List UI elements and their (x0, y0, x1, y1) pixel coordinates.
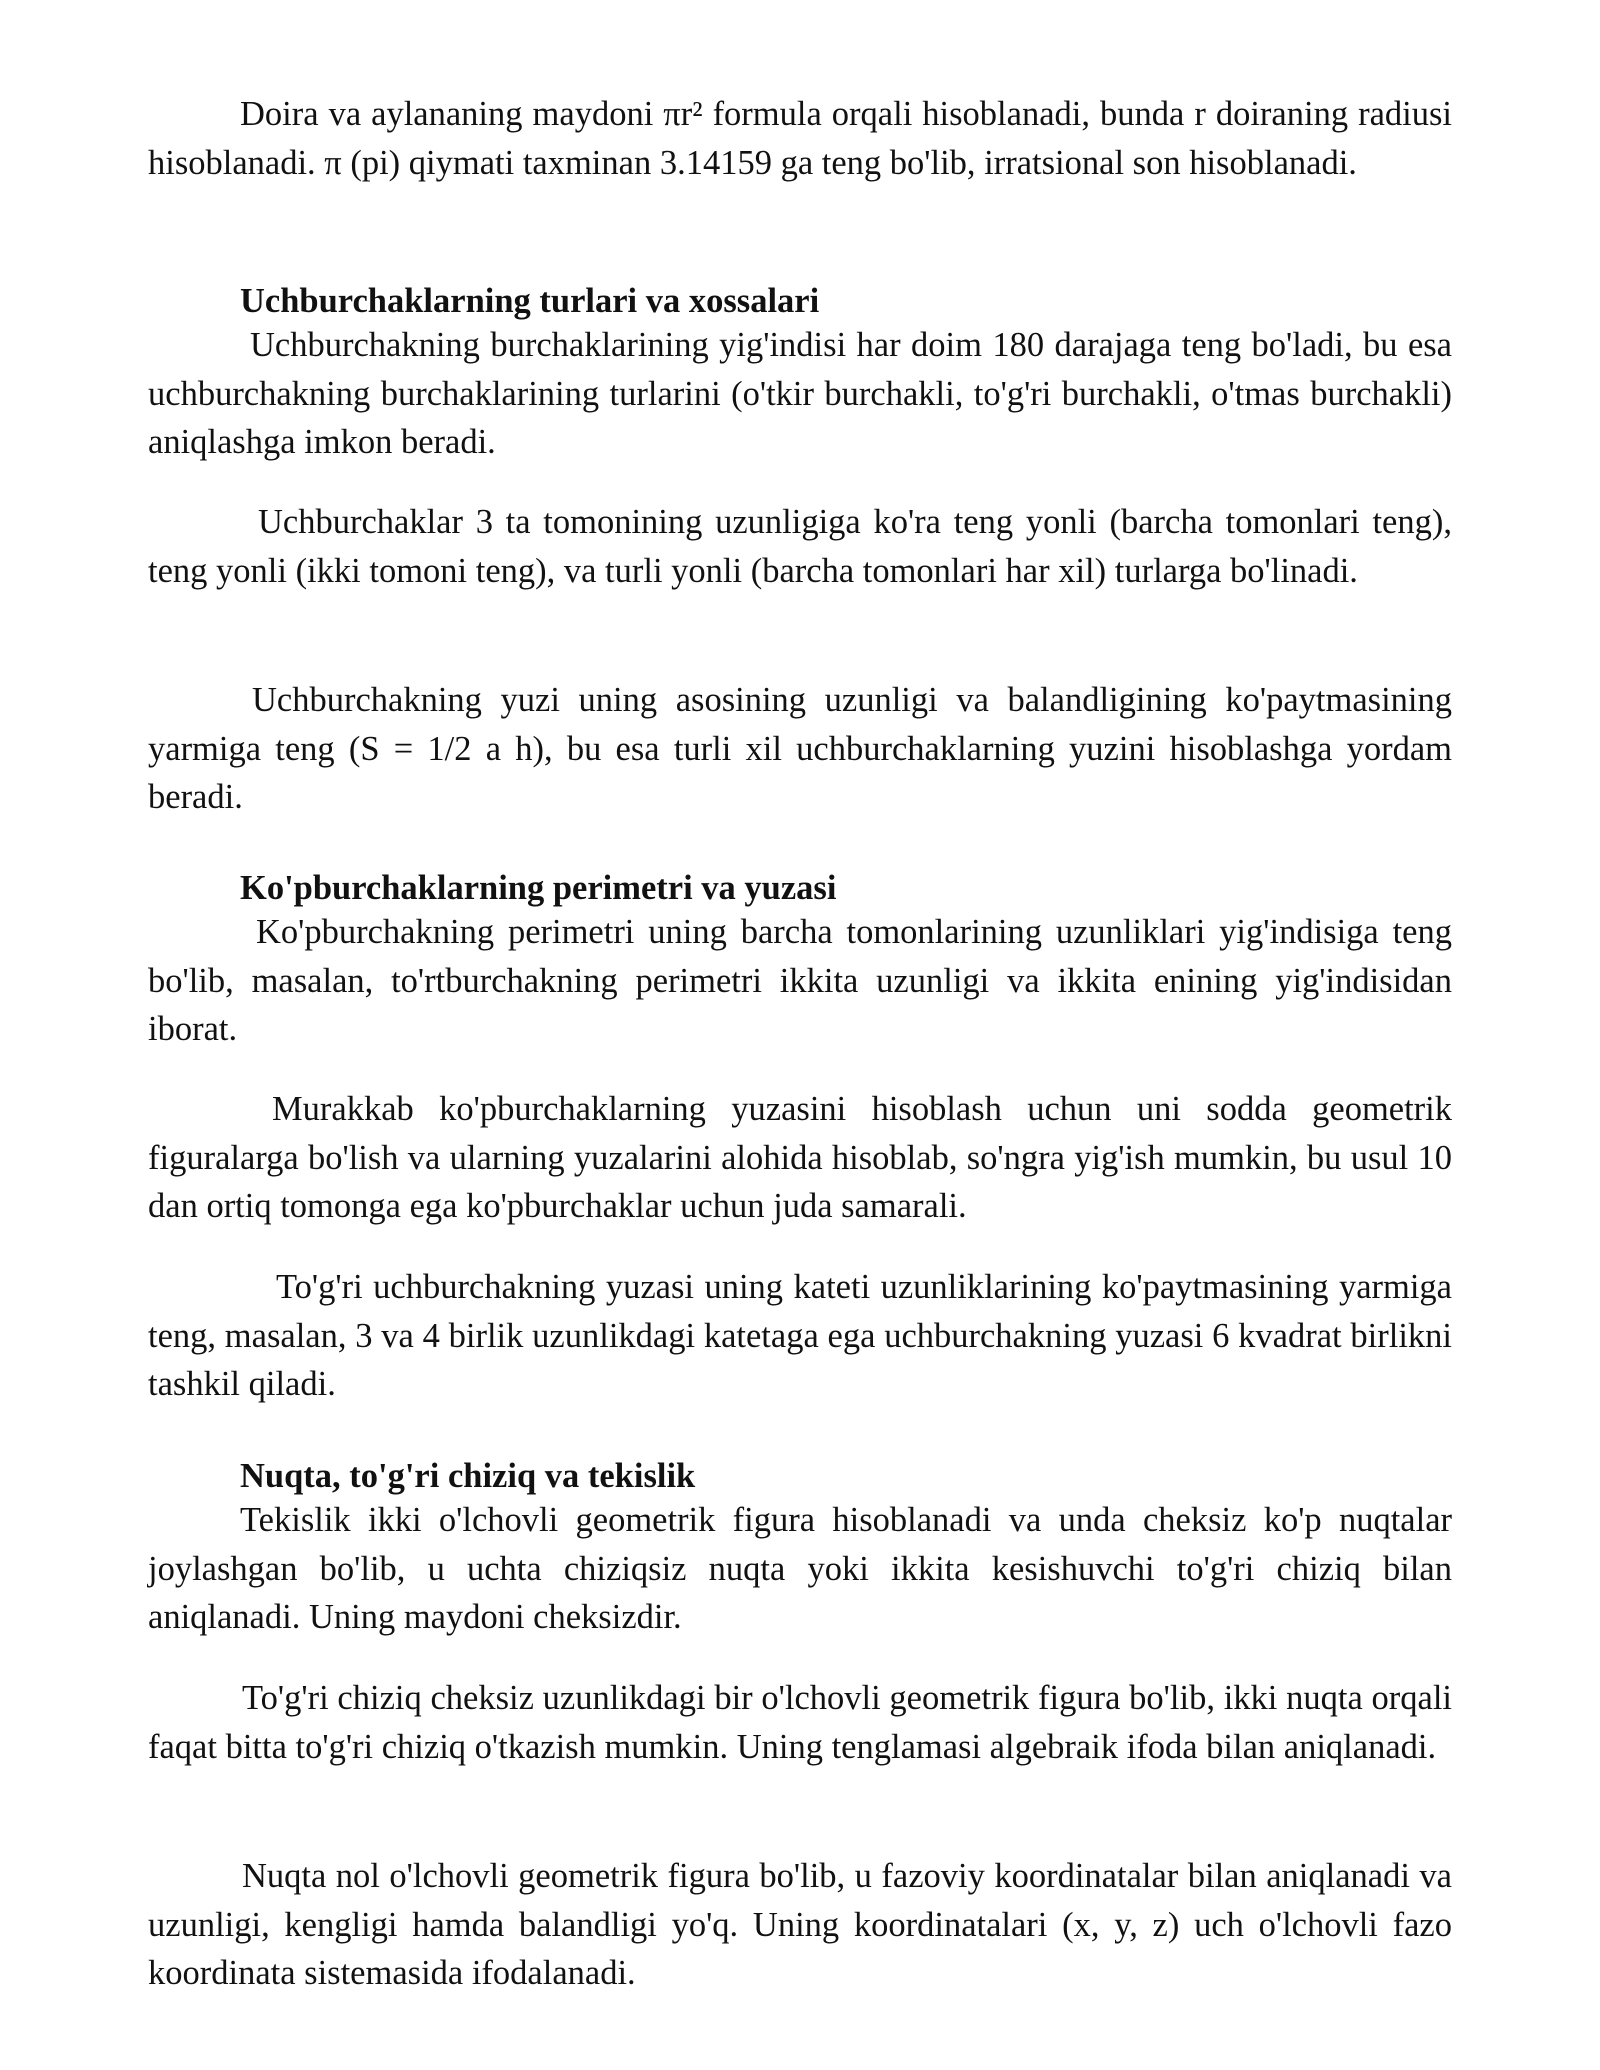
paragraph-plane: Tekislik ikki o'lchovli geometrik figura hisoblanadi va unda cheksiz ko'p nuqtalar joylashgan bo'lib, u uchta chiziqsiz nuqta yoki ikkita kesishuvchi to'g'ri chiziq bilan aniqlanadi. Uning maydoni cheksizdir. (148, 1501, 1452, 1636)
heading-polygon-perimeter: Ko'pburchaklarning perimetri va yuzasi (240, 869, 837, 907)
paragraph-right-triangle: To'g'ri uchburchakning yuzasi uning kateti uzunliklarining ko'paytmasining yarmiga teng, masalan, 3 va 4 birlik uzunlikdagi katetaga ega uchburchakning yuzasi 6 kvadrat birlikni tashkil qiladi. (148, 1268, 1452, 1403)
paragraph-triangle-area: Uchburchakning yuzi uning asosining uzunligi va balandligining ko'paytmasining yarmiga teng (S = 1/2 a h), bu esa turli xil uchburchaklarning yuzini hisoblashga yordam beradi. (148, 681, 1452, 816)
heading-point-line-plane: Nuqta, to'g'ri chiziq va tekislik (240, 1457, 696, 1495)
paragraph-line: To'g'ri chiziq cheksiz uzunlikdagi bir o'lchovli geometrik figura bo'lib, ikki nuqta orqali faqat bitta to'g'ri chiziq o'tkazish mumkin. Uning tenglamasi algebraik ifoda bilan aniqlanadi. (148, 1679, 1452, 1766)
paragraph-triangle-sides: Uchburchaklar 3 ta tomonining uzunligiga ko'ra teng yonli (barcha tomonlari teng), teng yonli (ikki tomoni teng), va turli yonli (barcha tomonlari har xil) turlarga bo'linadi. (148, 503, 1452, 590)
paragraph-complex-polygon: Murakkab ko'pburchaklarning yuzasini hisoblash uchun uni sodda geometrik figuralarga bo'lish va ularning yuzalarini alohida hisoblab, so'ngra yig'ish mumkin, bu usul 10 dan ortiq tomonga ega ko'pburchaklar uchun juda samarali. (148, 1090, 1452, 1225)
heading-triangle-types: Uchburchaklarning turlari va xossalari (240, 282, 820, 320)
paragraph-triangle-angles: Uchburchakning burchaklarining yig'indisi har doim 180 darajaga teng bo'ladi, bu esa uchburchakning burchaklarining turlarini (o'tkir burchakli, to'g'ri burchakli, o'tmas burchakli) aniqlashga imkon beradi. (148, 326, 1452, 461)
paragraph-polygon-perimeter: Ko'pburchakning perimetri uning barcha tomonlarining uzunliklari yig'indisiga teng bo'lib, masalan, to'rtburchakning perimetri ikkita uzunligi va ikkita enining yig'indisidan iborat. (148, 913, 1452, 1048)
paragraph-point: Nuqta nol o'lchovli geometrik figura bo'lib, u fazoviy koordinatalar bilan aniqlanadi va uzunligi, kengligi hamda balandligi yo'q. Uning koordinatalari (x, y, z) uch o'lchovli fazo koordinata sistemasida ifodalanadi. (148, 1857, 1452, 1992)
paragraph-circle-area: Doira va aylananing maydoni πr² formula orqali hisoblanadi, bunda r doiraning radiusi hisoblanadi. π (pi) qiymati taxminan 3.14159 ga teng bo'lib, irratsional son hisoblanadi. (148, 95, 1452, 182)
